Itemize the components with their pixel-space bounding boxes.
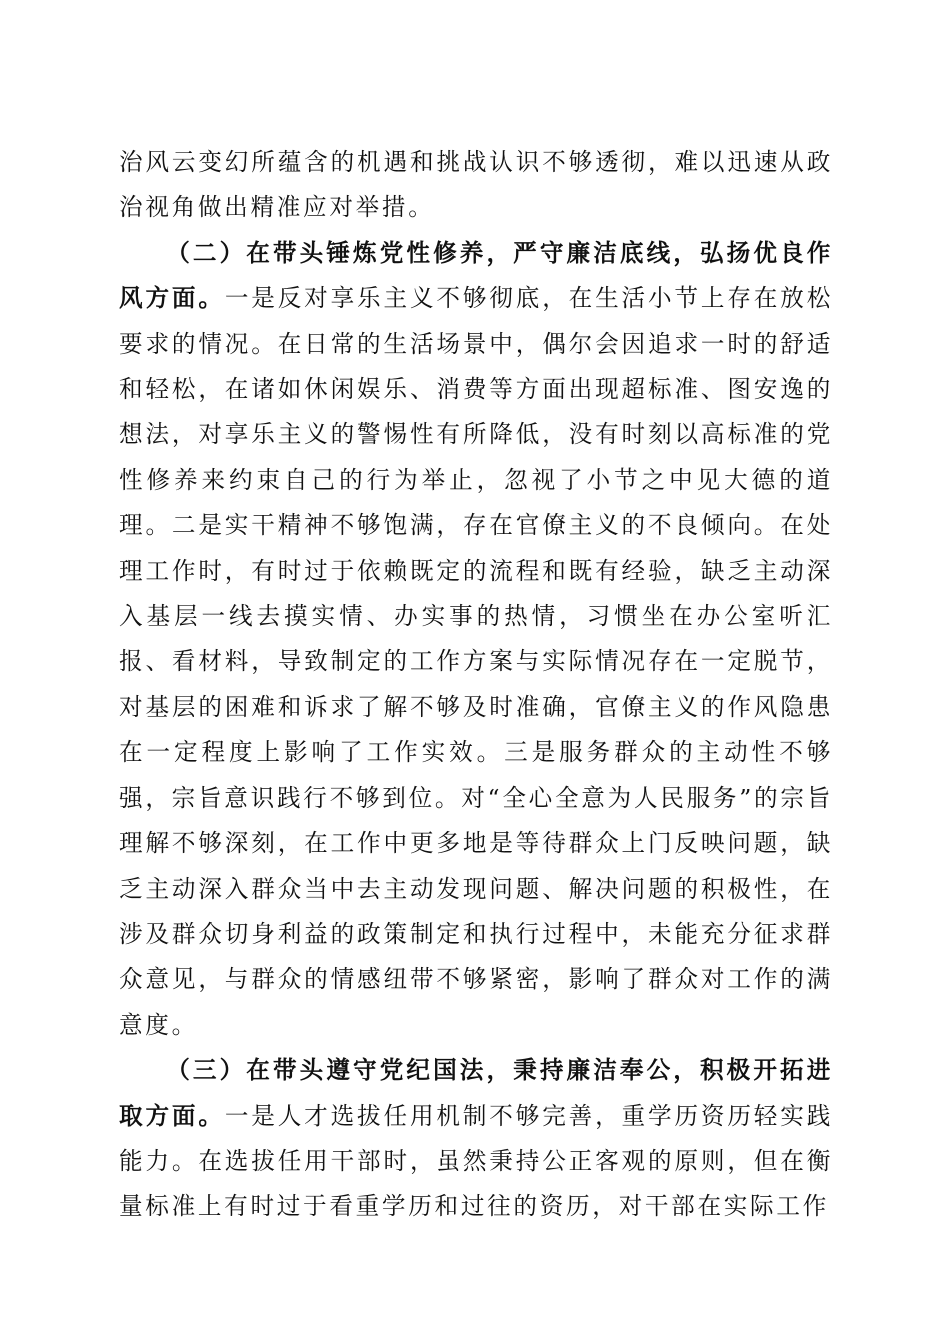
paragraph-body: 治风云变幻所蕴含的机遇和挑战认识不够透彻，难以迅速从政治视角做出精准应对举措。: [119, 148, 833, 222]
paragraph-section-three: [119, 1048, 833, 1230]
paragraph-body: 一是反对享乐主义不够彻底，在生活小节上存在放松要求的情况。在日常的生活场景中，偶尔会因追求一时的舒适和轻松，在诸如休闲娱乐、消费等方面出现超标准、图安逸的想法，对享乐主义的警惕性有所降低，没有时刻以高标准的党性修养来约束自己的行为举止，忽视了小节之中见大德的道理。二是实干精神不够饱满，存在官僚主义的不良倾向。在处理工作时，有时过于依赖既定的流程和既有经验，缺乏主动深入基层一线去摸实情、办实事的热情，习惯坐在办公室听汇报、看材料，导致制定的工作方案与实际情况存在一定脱节，对基层的困难和诉求了解不够及时准确，官僚主义的作风隐患在一定程度上影响了工作实效。三是服务群众的主动性不够强，宗旨意识践行不够到位。对“全心全意为人民服务”的宗旨理解不够深刻，在工作中更多地是等待群众上门反映问题，缺乏主动深入群众当中去主动发现问题、解决问题的积极性，在涉及群众切身利益的政策制定和执行过程中，未能充分征求群众意见，与群众的情感纽带不够紧密，影响了群众对工作的满意度。: [119, 284, 833, 1039]
section-heading-three: （三）在带头遵守党纪国法，秉持廉洁奉公，积极开拓进取方面。: [119, 1056, 833, 1130]
section-heading-two: （二）在带头锤炼党性修养，严守廉洁底线，弘扬优良作风方面。: [119, 238, 833, 313]
paragraph-body: 一是人才选拔任用机制不够完善，重学历资历轻实践能力。在选拔任用干部时，虽然秉持公正客观的原则，但在衡量标准上有时过于看重学历和过往的资历，对干部在实际工作: [119, 1101, 833, 1221]
document-body: [119, 140, 833, 1230]
paragraph-continuation: [119, 140, 833, 231]
paragraph-section-two: [119, 231, 833, 1048]
